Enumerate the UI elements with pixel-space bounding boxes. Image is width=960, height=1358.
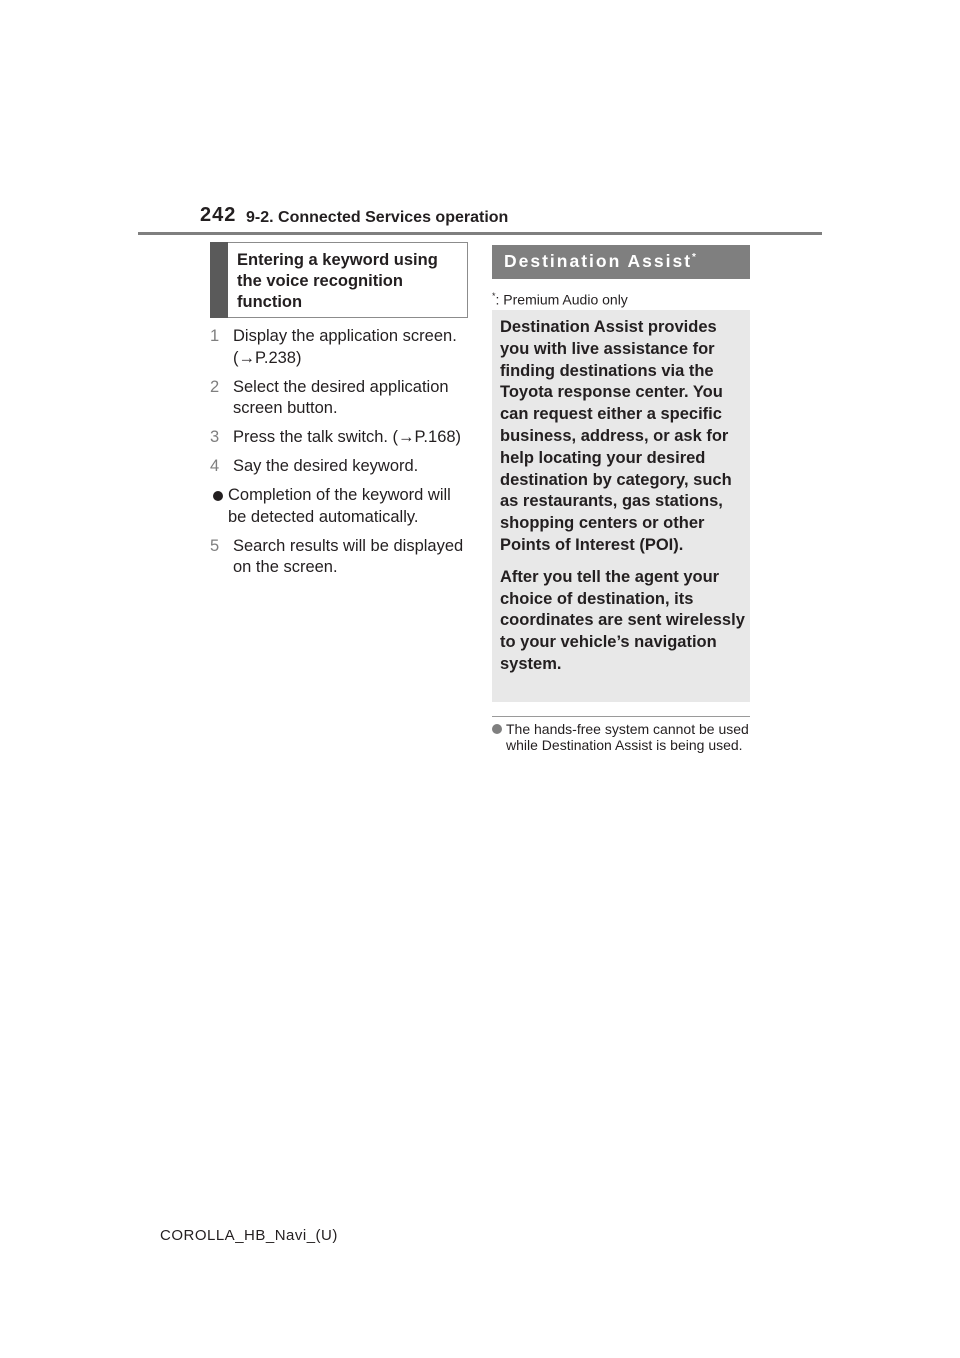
footnote-text: : Premium Audio only bbox=[495, 291, 628, 308]
footer-code: COROLLA_HB_Navi_(U) bbox=[160, 1227, 338, 1244]
bullet-text: Completion of the keyword will be detected automatically. bbox=[228, 486, 451, 526]
step-number: 2 bbox=[210, 377, 220, 396]
section-title: 9-2. Connected Services operation bbox=[246, 209, 509, 226]
footnote-asterisk: * bbox=[492, 291, 496, 301]
info-paragraph: Destination Assist provides you with live assistance for finding destinations via the Toyota response center. You can request either a specific business, address, or ask for help locating your desired destination by category, such as restaurants, gas stations, shopping centers or other Points of Interest (POI). bbox=[500, 318, 732, 554]
bullet-item bbox=[210, 485, 472, 528]
step-item bbox=[210, 326, 472, 369]
heading-asterisk: * bbox=[692, 252, 696, 264]
heading-text: Destination Assist bbox=[504, 251, 693, 271]
step-number: 5 bbox=[210, 536, 220, 555]
step-item bbox=[210, 427, 472, 449]
info-paragraph: After you tell the agent your choice of destination, its coordinates are sent wirelessly to your vehicle’s navigation system. bbox=[500, 567, 745, 673]
step-number: 4 bbox=[210, 457, 220, 475]
note bbox=[492, 721, 750, 753]
note-divider bbox=[492, 716, 750, 717]
note-bullet-icon bbox=[492, 724, 502, 734]
subheading-bar bbox=[210, 242, 228, 318]
step-item bbox=[210, 536, 472, 579]
step-text: Display the application screen. (→P.238) bbox=[233, 327, 457, 367]
step-text: Say the desired keyword. bbox=[233, 457, 419, 475]
page-number: 242 bbox=[200, 204, 237, 226]
info-box bbox=[492, 310, 750, 702]
step-number: 3 bbox=[210, 428, 220, 446]
steps-list bbox=[210, 326, 472, 586]
step-text: Search results will be displayed on the screen. bbox=[233, 536, 464, 576]
step-number: 1 bbox=[210, 327, 220, 345]
subheading-text: Entering a keyword using the voice recognition function bbox=[237, 251, 438, 311]
step-item bbox=[210, 456, 472, 478]
header-divider bbox=[138, 232, 822, 235]
step-item bbox=[210, 377, 472, 420]
note-text: The hands-free system cannot be used while Destination Assist is being used. bbox=[506, 721, 749, 753]
step-text: Press the talk switch. (→P.168) bbox=[233, 428, 462, 446]
bullet-icon bbox=[213, 491, 223, 501]
footnote bbox=[492, 291, 628, 308]
step-text: Select the desired application screen button. bbox=[233, 377, 449, 417]
destination-assist-heading bbox=[492, 245, 750, 279]
